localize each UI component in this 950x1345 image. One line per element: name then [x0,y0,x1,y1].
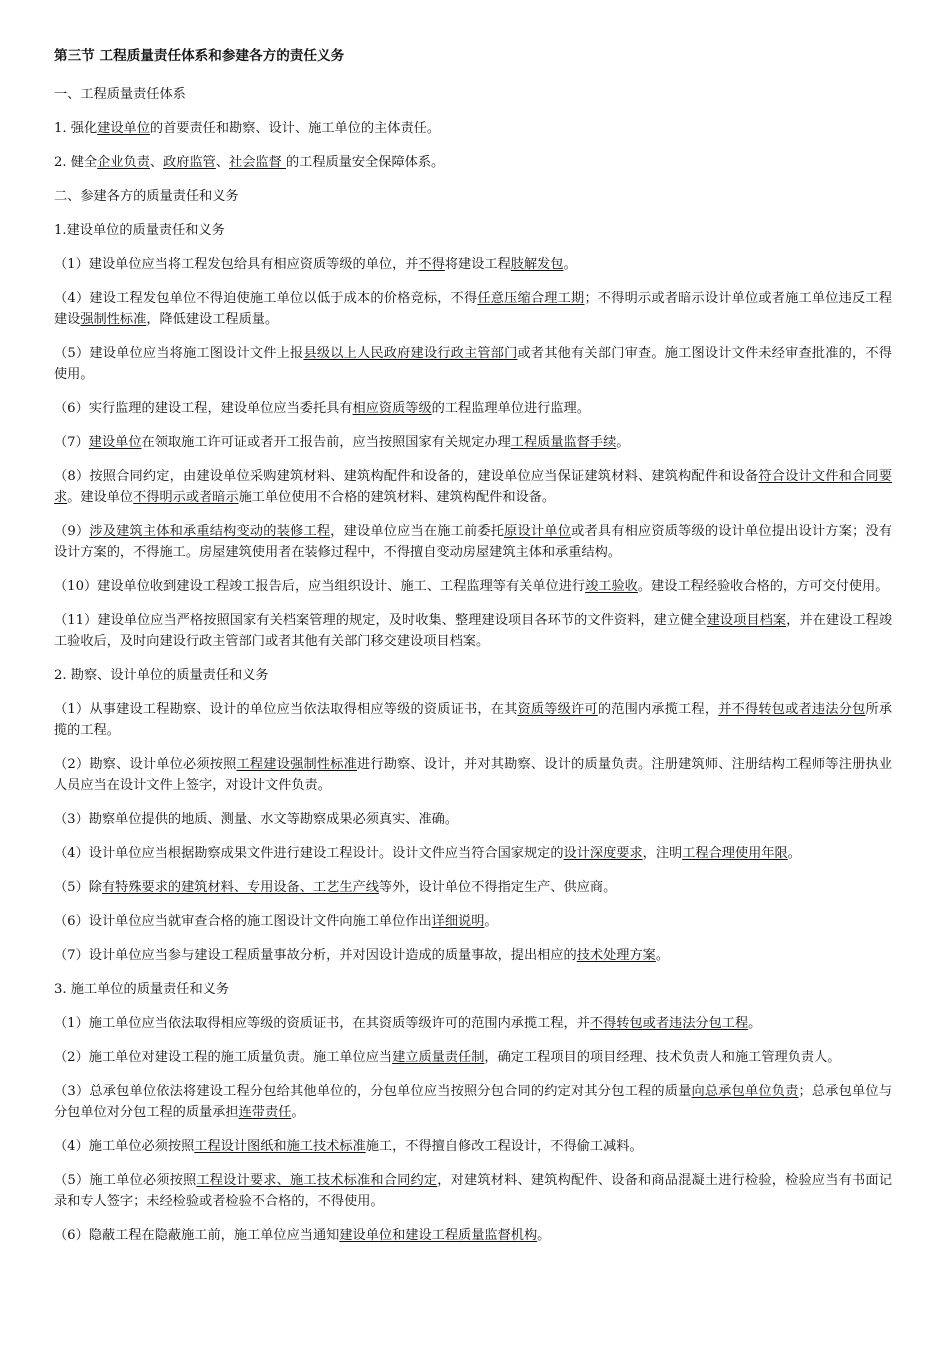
underlined-term: 不得明示或者暗示 [133,490,239,505]
text-run: ，并在建设工程竣工验收后，及时向建设行政主管部门或者其他有关部门移交建设项目档案。 [54,613,893,649]
text-run: （1）建设单位应当将工程发包给具有相应资质等级的单位，并 [54,257,419,272]
paragraph-s4 [54,1136,892,1157]
text-run: 1. 强化 [54,121,98,136]
underlined-term: 工程设计要求、施工技术标准和合同约定 [196,1173,438,1188]
paragraph-s5 [54,1170,892,1212]
paragraph-c9 [54,521,892,563]
text-run: ，对建筑材料、建筑构配件、设备和商品混凝土进行检验，检验应当有书面记录和专人签字；未经检验或者检验不合格的，不得使用。 [54,1173,893,1209]
text-run: 的首要责任和勘察、设计、施工单位的主体责任。 [149,121,441,136]
paragraph-list [54,84,892,1246]
text-run: （2）施工单位对建设工程的施工质量负责。施工单位应当 [54,1050,393,1065]
underlined-term: 建设单位 [88,435,142,450]
underlined-term: 相应资质等级 [352,401,432,416]
text-run: 、 [149,155,164,170]
text-run: （4）施工单位必须按照 [54,1139,195,1154]
text-run: 等外，设计单位不得指定生产、供应商。 [378,880,617,895]
paragraph-h2-1 [54,220,892,241]
underlined-term: 不得 [418,257,445,272]
paragraph-d5 [54,877,892,898]
paragraph-c8 [54,466,892,508]
underlined-term: 连带责任 [238,1105,292,1120]
text-run: ；不得明示或者暗示设计单位或者施工单位违反工程建设 [54,291,893,327]
text-run: 所承揽的工程。 [54,702,893,738]
underlined-term: 任意压缩合理工期 [477,291,585,306]
underlined-term: 工程合理使用年限 [682,846,788,861]
paragraph-d7 [54,945,892,966]
underlined-term: 设计深度要求 [563,846,643,861]
paragraph-c6 [54,398,892,419]
paragraph-c7 [54,432,892,453]
underlined-term: 工程设计图纸和施工技术标准 [194,1139,366,1154]
underlined-term: 建设单位和建设工程质量监督机构 [339,1228,538,1243]
text-run: 。 [563,257,577,272]
underlined-term: 向总承包单位负责 [691,1084,799,1099]
underlined-term: 建设单位 [97,121,150,136]
paragraph-h2-3 [54,979,892,1000]
text-run: 。 [484,914,498,929]
text-run: （6）隐蔽工程在隐蔽施工前，施工单位应当通知 [54,1228,340,1243]
text-run: 、 [215,155,230,170]
text-run: 2. 健全 [54,155,98,170]
text-run: 一、工程质量责任体系 [54,87,186,102]
paragraph-p2 [54,152,892,173]
paragraph-h2-2 [54,665,892,686]
paragraph-d2 [54,754,892,796]
text-run: （6）设计单位应当就审查合格的施工图设计文件向施工单位作出 [54,914,432,929]
underlined-term: 不得转包或者违法分包工程 [589,1016,749,1031]
underlined-term: 原设计单位 [504,524,572,539]
text-run: （6）实行监理的建设工程，建设单位应当委托具有 [54,401,353,416]
paragraph-s3 [54,1081,892,1123]
underlined-term: 肢解发包 [510,257,564,272]
text-run: （4）建设工程发包单位不得迫使施工单位以低于成本的价格竞标，不得 [54,291,478,306]
text-run: ，降低建设工程质量。 [146,312,279,327]
text-run: （5）除 [54,880,102,895]
text-run: 的范围内承揽工程， [597,702,719,717]
text-run: 。 [616,435,630,450]
underlined-term: 符合设计文件和合同要求 [54,469,893,505]
paragraph-d3 [54,809,892,830]
underlined-term: 工程建设强制性标准 [236,757,357,772]
text-run: 将建设工程 [444,257,511,272]
text-run: 进行勘察、设计，并对其勘察、设计的质量负责。注册建筑师、注册结构工程师等注册执业人员应当在设计文件上签字，对设计文件负责。 [54,757,893,793]
underlined-term: 建设项目档案 [706,613,787,628]
underlined-term: 建立质量责任制 [392,1050,485,1065]
paragraph-c1 [54,254,892,275]
text-run: （1）施工单位应当依法取得相应等级的资质证书，在其资质等级许可的范围内承揽工程，并 [54,1016,590,1031]
text-run: 。 [748,1016,762,1031]
text-run: （4）设计单位应当根据勘察成果文件进行建设工程设计。设计文件应当符合国家规定的 [54,846,564,861]
text-run: ，确定工程项目的项目经理、技术负责人和施工管理负责人。 [484,1050,841,1065]
text-run: 或者具有相应资质等级的设计单位提出设计方案；没有设计方案的，不得施工。房屋建筑使用者在装修过程中，不得擅自变动房屋建筑主体和承重结构。 [54,524,893,560]
paragraph-c11 [54,610,892,652]
underlined-term: 技术处理方案 [576,948,656,963]
text-run: （10）建设单位收到建设工程竣工报告后，应当组织设计、施工、工程监理等有关单位进行 [54,579,586,594]
text-run: 或者其他有关部门审查。施工图设计文件未经审查批准的，不得使用。 [54,346,892,382]
text-run: （9） [54,524,90,539]
section-title: 第三节 工程质量责任体系和参建各方的责任义务 [54,48,345,64]
underlined-term: 竣工验收 [585,579,638,594]
text-run: 3. 施工单位的质量责任和义务 [54,982,230,997]
paragraph-d6 [54,911,892,932]
text-run: 。 [787,846,801,861]
text-run: （7） [54,435,89,450]
paragraph-s1 [54,1013,892,1034]
text-run: （3）勘察单位提供的地质、测量、水文等勘察成果必须真实、准确。 [54,812,459,827]
paragraph-h1 [54,84,892,105]
paragraph-c4 [54,288,892,330]
paragraph-d4 [54,843,892,864]
text-run: （5）施工单位必须按照 [54,1173,197,1188]
underlined-term: 政府监管 [163,155,216,170]
text-run: （5）建设单位应当将施工图设计文件上报 [54,346,304,361]
text-run: 。建设工程经验收合格的，方可交付使用。 [637,579,889,594]
text-run: 施工，不得擅自修改工程设计，不得偷工减料。 [365,1139,643,1154]
text-run: （3）总承包单位依法将建设工程分包给其他单位的，分包单位应当按照分包合同的约定对其分包工程的质量 [54,1084,692,1099]
paragraph-p1 [54,118,892,139]
paragraph-h2 [54,186,892,207]
text-run: （1）从事建设工程勘察、设计的单位应当依法取得相应等级的资质证书，在其 [54,702,518,717]
underlined-term: 社会监督 [229,155,286,170]
text-run: 二、参建各方的质量责任和义务 [54,189,239,204]
text-run: （7）设计单位应当参与建设工程质量事故分析，并对因设计造成的质量事故，提出相应的 [54,948,577,963]
paragraph-c5 [54,343,892,385]
paragraph-s6 [54,1225,892,1246]
text-run: 。 [291,1105,305,1120]
paragraph-d1 [54,699,892,741]
text-run: （2）勘察、设计单位必须按照 [54,757,237,772]
text-run: 2. 勘察、设计单位的质量责任和义务 [54,668,269,683]
text-run: （8）按照合同约定，由建设单位采购建筑材料、建筑构配件和设备的，建设单位应当保证建筑材料、建筑构配件和设备 [54,469,759,484]
underlined-term: 有特殊要求的建筑材料、专用设备、工艺生产线 [101,880,379,895]
underlined-term: 详细说明 [431,914,485,929]
paragraph-c10 [54,576,892,597]
underlined-term: 涉及建筑主体和承重结构变动的装修工程 [89,524,331,539]
underlined-term: 县级以上人民政府建设行政主管部门 [303,346,518,361]
paragraph-s2 [54,1047,892,1068]
text-run: 。 [655,948,670,963]
text-run: 。 [537,1228,551,1243]
underlined-term: 资质等级许可 [517,702,598,717]
document-body [54,46,892,1246]
text-run: 的工程监理单位进行监理。 [431,401,590,416]
text-run: ，注明 [642,846,683,861]
text-run: 在领取施工许可证或者开工报告前，应当按照国家有关规定办理 [141,435,511,450]
text-run: 1.建设单位的质量责任和义务 [54,223,225,238]
underlined-term: 企业负责 [97,155,150,170]
text-run: （11）建设单位应当严格按照国家有关档案管理的规定，及时收集、整理建设项目各环节的文件资料，建立健全 [54,613,707,628]
text-run: 。建设单位 [67,490,134,505]
text-run: ；总承包单位与分包单位对分包工程的质量承担 [54,1084,893,1120]
underlined-term: 并不得转包或者违法分包 [718,702,866,717]
underlined-term: 强制性标准 [80,312,147,327]
text-run: 的工程质量安全保障体系。 [285,155,445,170]
text-run: 施工单位使用不合格的建筑材料、建筑构配件和设备。 [238,490,556,505]
underlined-term: 工程质量监督手续 [510,435,617,450]
text-run: ，建设单位应当在施工前委托 [330,524,505,539]
